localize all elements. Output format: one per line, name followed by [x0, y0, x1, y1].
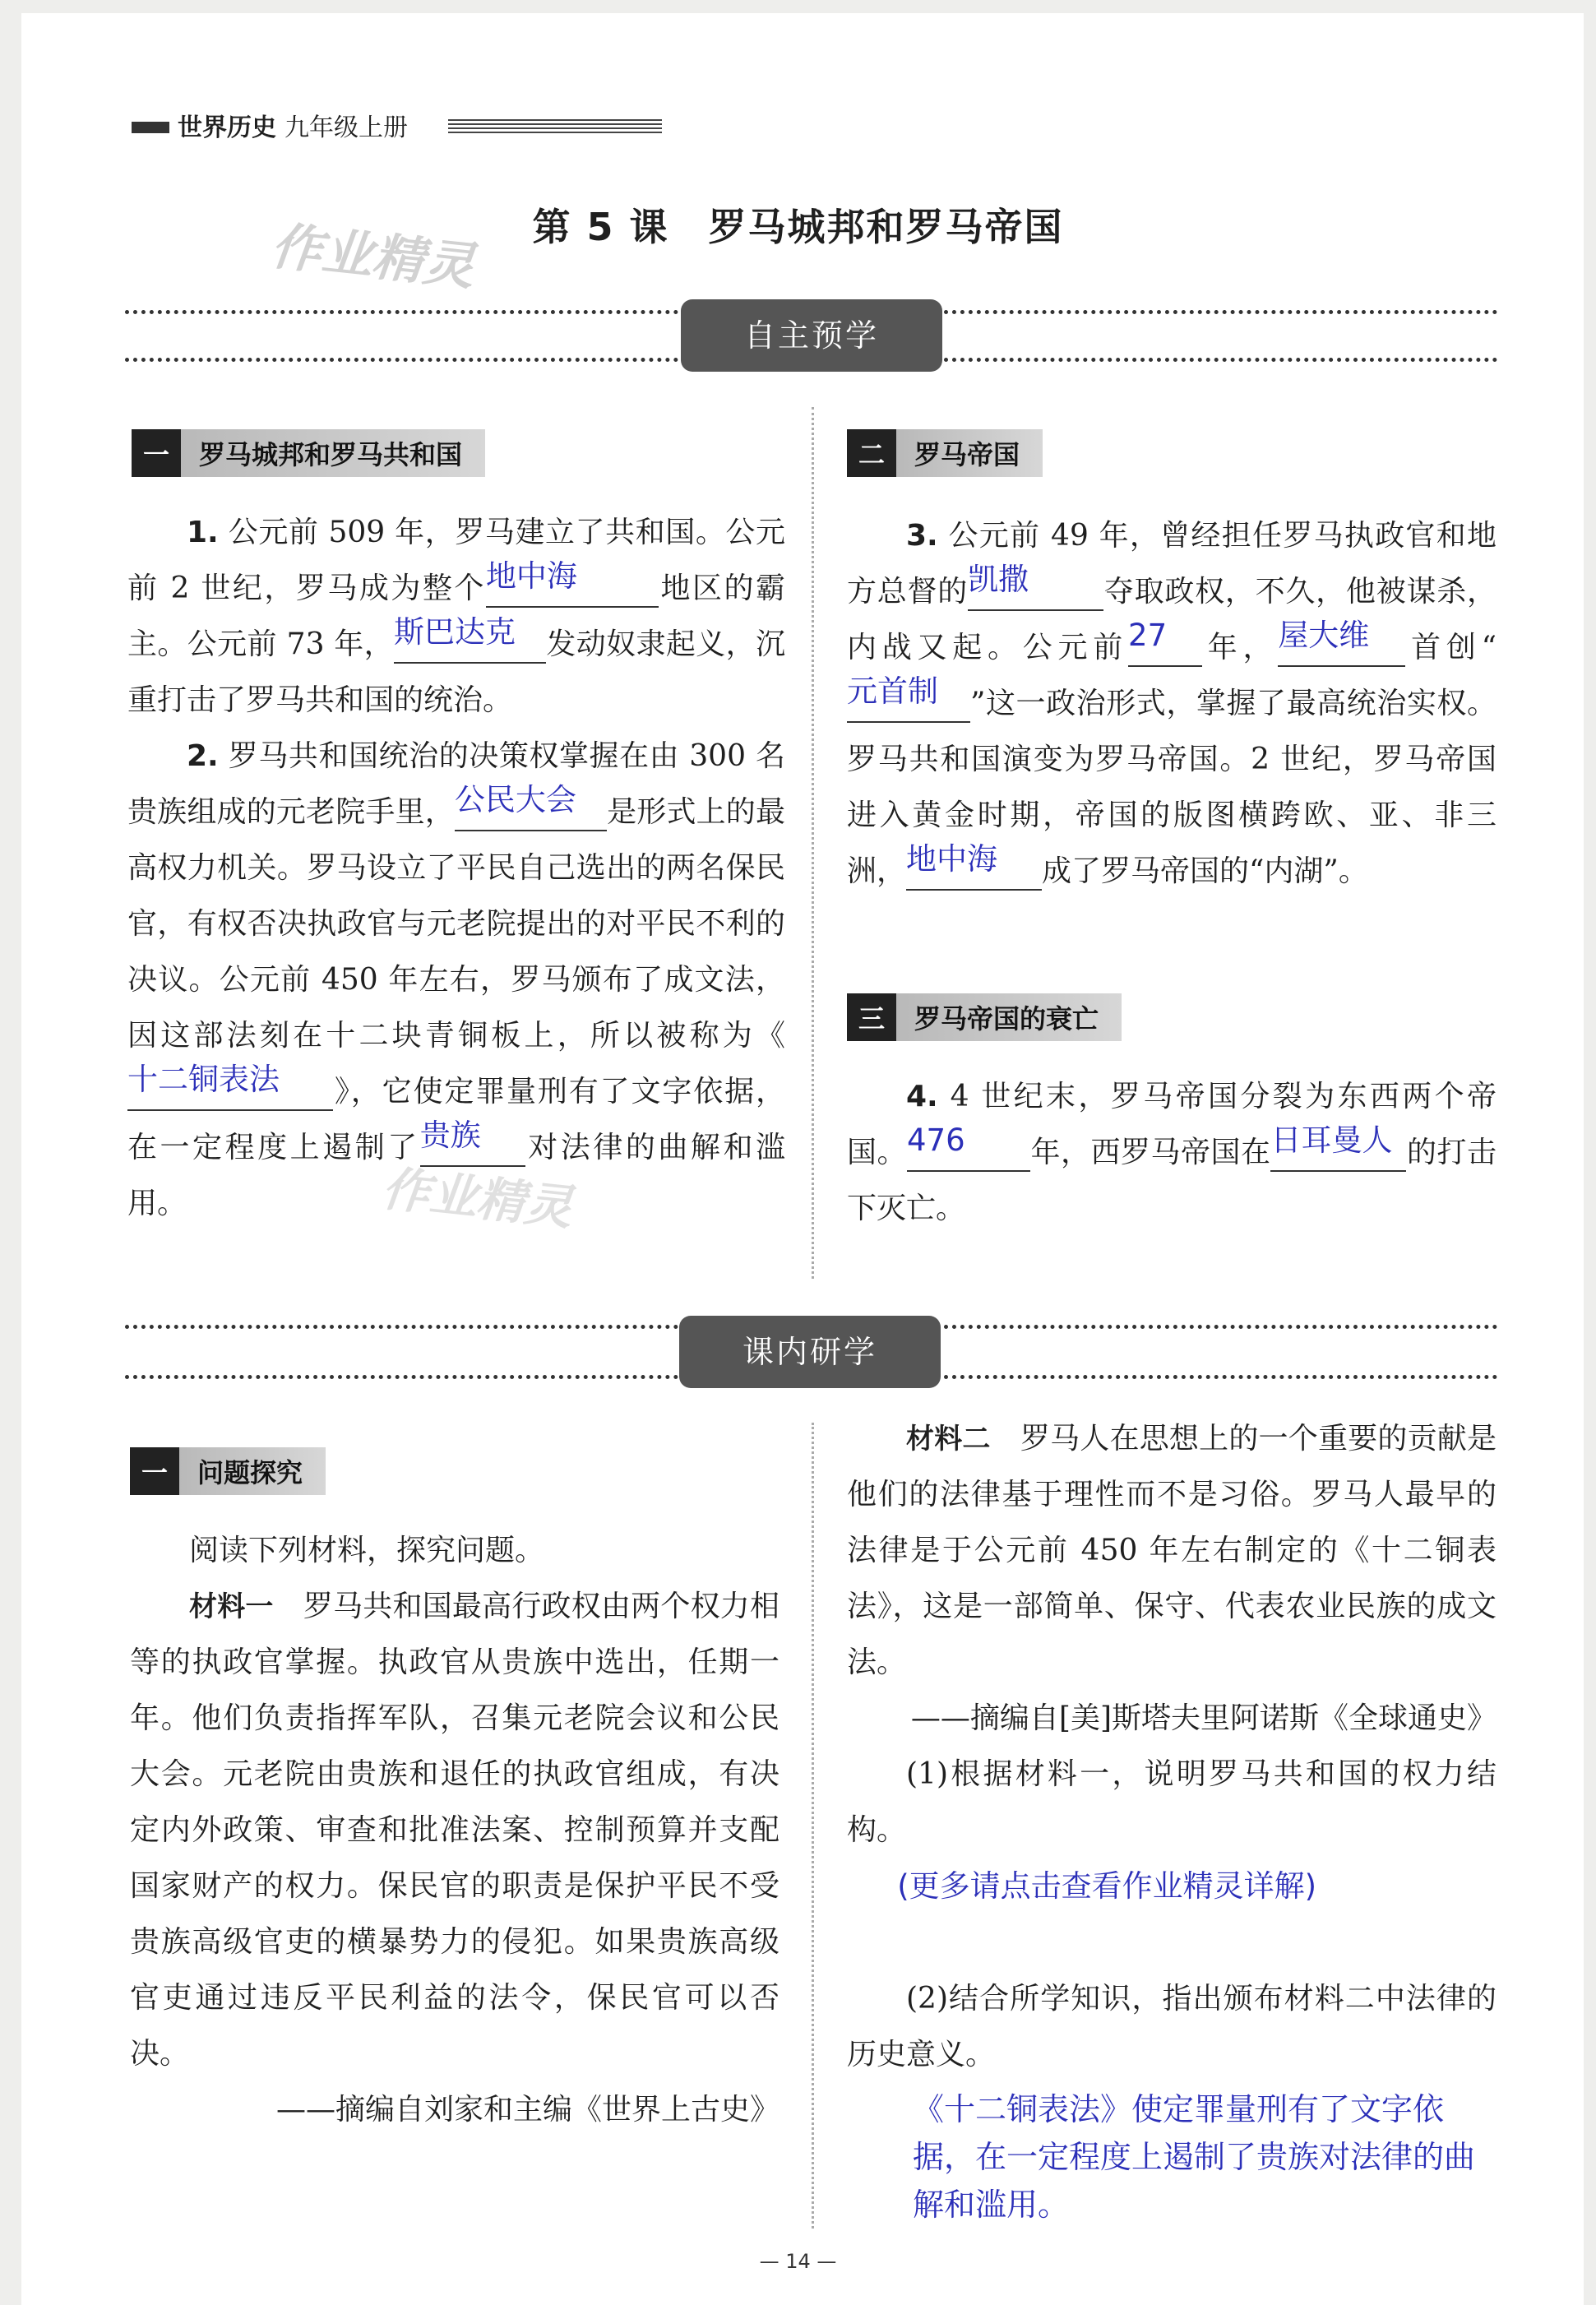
- instruction: 阅读下列材料，探究问题。: [189, 1534, 545, 1567]
- header-bar-icon: [132, 122, 169, 133]
- lesson-title: 第 5 课 罗马城邦和罗马帝国: [532, 205, 1064, 249]
- material-1: 材料一 罗马共和国最高行政权由两个权力相等的执政官掌握。执政官从贵族中选出，任期一年。他们负责指挥军队，召集元老院会议和公民大会。元老院由贵族和退任的执政官组成，有决定内外政策、审查和批准法案、控制预算并支配国家财产的权力。保民官的职责是保护平民不受贵族高级官吏的横暴势力的侵犯。如果贵族高级官吏通过违反平民利益的法令，保民官可以否决。: [130, 1590, 779, 2071]
- subsection-label: 问题探究: [179, 1447, 326, 1495]
- grade-name: 九年级上册: [285, 113, 408, 142]
- question-inquiry-1: (1)根据材料一，说明罗马共和国的权力结构。: [847, 1757, 1497, 1847]
- subsection-number: 一: [130, 1447, 179, 1495]
- material-2: 材料二 罗马人在思想上的一个重要的贡献是他们的法律基于理性而不是习俗。罗马人最早的法律是于公元前 450 年左右制定的《十二铜表法》，这是一部简单、保守、代表农业民族的成文法。: [847, 1422, 1497, 1679]
- subsection-head-roman-republic: [132, 429, 485, 477]
- header-rule-lines: [448, 119, 662, 136]
- right-column-inquiry: [847, 1411, 1497, 2083]
- more-answers-link[interactable]: (更多请点击查看作业精灵详解): [897, 1868, 1317, 1904]
- page-number: — 14 —: [759, 2250, 837, 2273]
- subsection-label: 罗马帝国的衰亡: [896, 993, 1122, 1041]
- subsection-label: 罗马城邦和罗马共和国: [181, 429, 485, 477]
- subsection-head-empire-decline: [847, 993, 1122, 1041]
- subsection-number: 二: [847, 429, 896, 477]
- answer-blank: 地中海: [486, 571, 659, 608]
- subsection-number: 三: [847, 993, 896, 1041]
- answer-blank: 地中海: [906, 854, 1042, 891]
- question-4: 4. 4 世纪末，罗马帝国分裂为东西两个帝国。476 年，西罗马帝国在日耳曼人 的打击下灭亡。: [847, 1080, 1497, 1225]
- watermark: 作业精灵: [268, 215, 478, 297]
- right-column-decline: [847, 1069, 1497, 1237]
- subsection-label: 罗马帝国: [896, 429, 1043, 477]
- answer-blank: 公民大会: [455, 794, 607, 831]
- answer-blank: 凯撒: [968, 574, 1103, 611]
- answer-blank: 476: [907, 1135, 1030, 1172]
- section-banner-preview: 自主预学: [681, 299, 942, 372]
- answer-blank: 27: [1128, 630, 1202, 667]
- column-divider: [812, 1423, 814, 2229]
- answer-blank: 贵族: [420, 1130, 525, 1167]
- question-inquiry-2: (2)结合所学知识，指出颁布材料二中法律的历史意义。: [847, 1982, 1497, 2071]
- book-name: 世界历史: [178, 113, 276, 142]
- answer-blank: 屋大维: [1278, 630, 1405, 667]
- column-divider: [812, 407, 814, 1279]
- material-2-source: ——摘编自[美]斯塔夫里阿诺斯《全球通史》: [910, 1701, 1497, 1735]
- right-column-preview: [847, 508, 1497, 900]
- question-3: 3. 公元前 49 年，曾经担任罗马执政官和地方总督的凯撒 夺取政权，不久，他被谋杀，内战又起。公元前27 年，屋大维 首创“元首制 ”这一政治形式，掌握了最高统治实权。罗马共和国演变为罗马帝国。2 世纪，罗马帝国进入黄金时期，帝国的版图横跨欧、亚、非三洲，地中海 成了罗马帝国的“内湖”。: [847, 508, 1497, 900]
- left-column-preview: [127, 505, 785, 1232]
- question-2: 2. 罗马共和国统治的决策权掌握在由 300 名贵族组成的元老院手里，公民大会 是形式上的最高权力机关。罗马设立了平民自己选出的两名保民官，有权否决执政官与元老院提出的对平民不利的决议。公元前 450 年左右，罗马颁布了成文法，因这部法刻在十二块青铜板上，所以被称为《十二铜表法 》，它使定罪量刑有了文字依据，在一定程度上遏制了贵族 对法律的曲解和滥用。: [127, 739, 785, 1220]
- subsection-head-inquiry: [130, 1447, 326, 1495]
- watermark: 作业精灵: [379, 1160, 576, 1236]
- answer-blank: 日耳曼人: [1270, 1135, 1406, 1172]
- material-1-source: ——摘编自刘家和主编《世界上古史》: [275, 2093, 779, 2127]
- question-1: 1. 公元前 509 年，罗马建立了共和国。公元前 2 世纪，罗马成为整个地中海 地区的霸主。公元前 73 年，斯巴达克 发动奴隶起义，沉重打击了罗马共和国的统治。: [127, 516, 785, 717]
- answer-blank: 十二铜表法: [127, 1074, 333, 1111]
- answer-blank: 斯巴达克: [394, 627, 546, 664]
- answer-inquiry-2: 《十二铜表法》使定罪量刑有了文字依据，在一定程度上遏制了贵族对法律的曲解和滥用。: [913, 2091, 1476, 2223]
- running-header: [178, 107, 408, 143]
- answer-blank: 元首制: [847, 686, 970, 723]
- section-banner-study: 课内研学: [679, 1316, 941, 1388]
- subsection-head-roman-empire: [847, 429, 1043, 477]
- left-column-inquiry: [130, 1523, 779, 2138]
- subsection-number: 一: [132, 429, 181, 477]
- answer-space: [847, 1915, 1497, 1971]
